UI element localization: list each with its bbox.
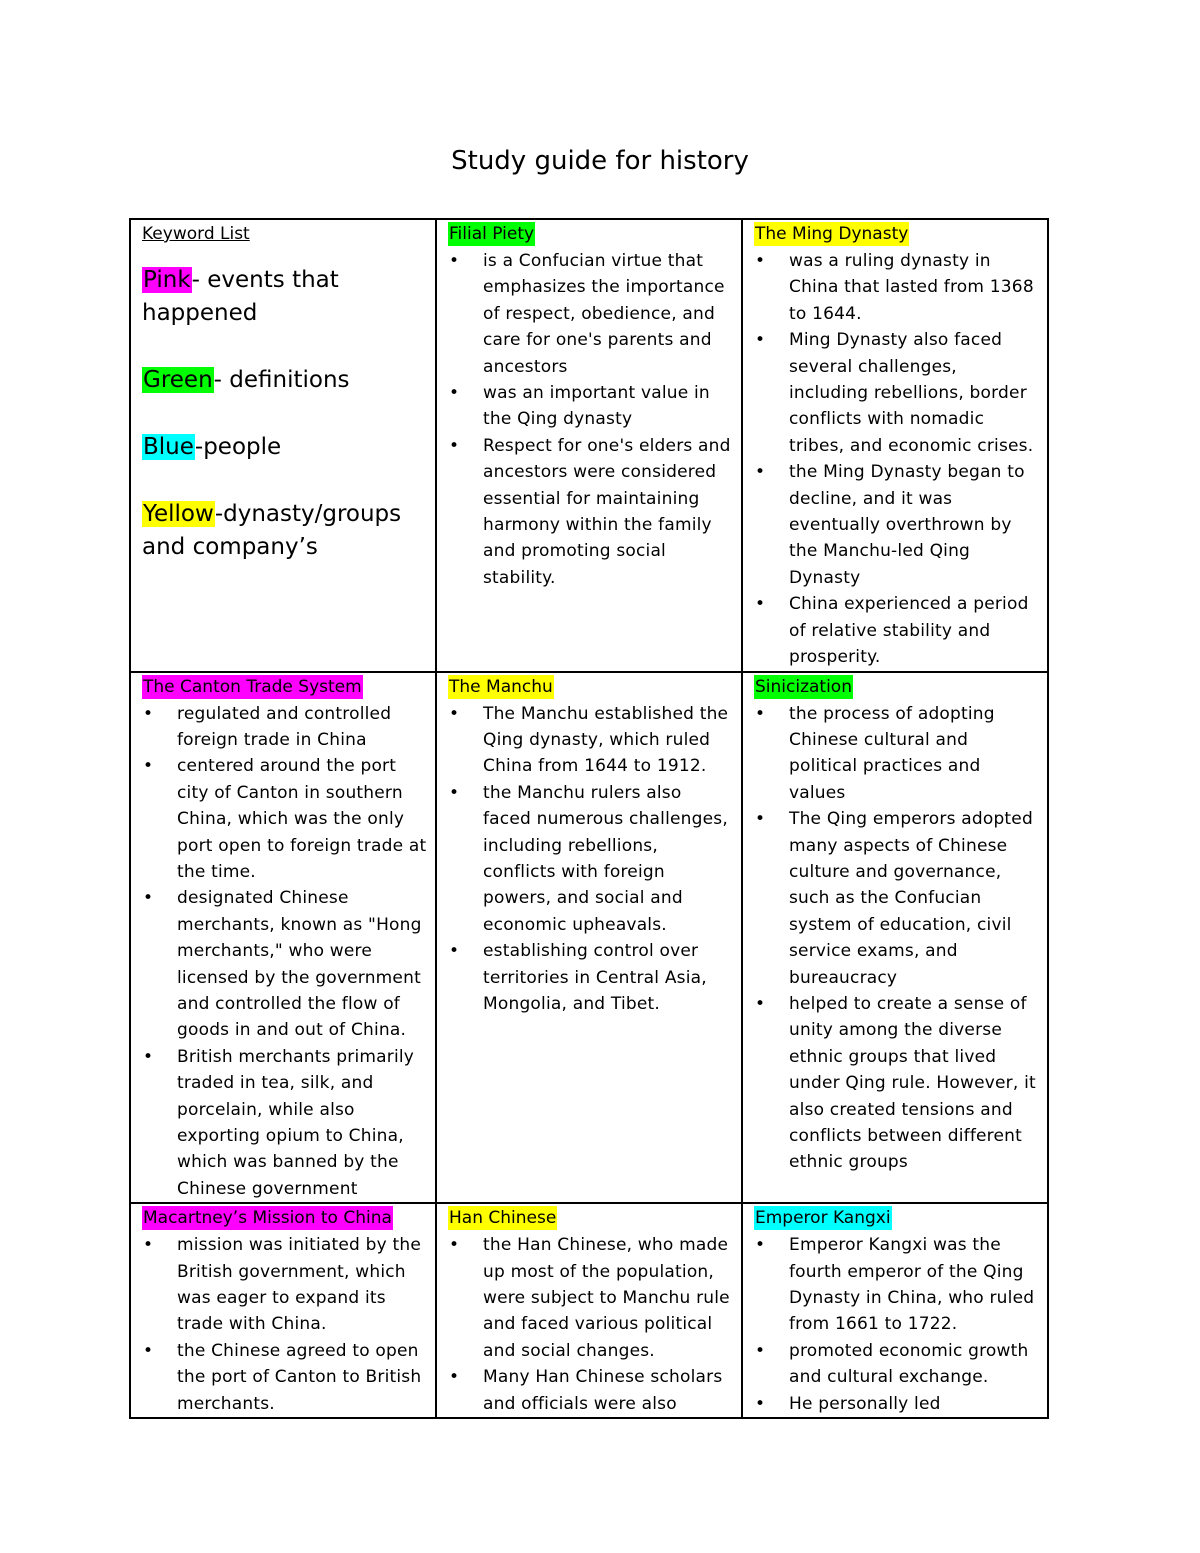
term-cell-macartney-mission <box>130 1203 436 1418</box>
term-heading: The Canton Trade System <box>143 676 362 697</box>
bullet-item: • The Manchu established the Qing dynasty, which ruled China from 1644 to 1912. <box>448 701 735 780</box>
bullet-item: • centered around the port city of Canton in southern China, which was the only port open to foreign trade at the time. <box>142 753 429 885</box>
legend-color-word: Blue <box>143 434 194 460</box>
legend-description: - definitions <box>213 367 350 393</box>
bullet-item: • Respect for one's elders and ancestors were considered essential for maintaining harmony within the family and promoting social stability. <box>448 433 735 591</box>
legend-description: -dynasty/groups and company’s <box>142 501 402 560</box>
keyword-legend-cell <box>130 219 436 672</box>
bullet-list <box>754 701 1041 1176</box>
study-guide-table <box>129 218 1049 1419</box>
bullet-item: • He personally led <box>754 1391 1041 1417</box>
term-cell-sinicization <box>742 672 1048 1204</box>
term-cell-filial-piety <box>436 219 742 672</box>
bullet-item: • the process of adopting Chinese cultural and political practices and values <box>754 701 1041 807</box>
legend-description: - events that happened <box>142 267 339 326</box>
bullet-list <box>754 1232 1041 1417</box>
bullet-item: • is a Confucian virtue that emphasizes the importance of respect, obedience, and care for one's parents and ancestors <box>448 248 735 380</box>
term-cell-canton-trade-system <box>130 672 436 1204</box>
term-heading: Emperor Kangxi <box>755 1208 891 1229</box>
legend-item-yellow <box>142 498 429 564</box>
legend-item-blue <box>142 431 429 464</box>
term-heading: The Manchu <box>449 676 553 697</box>
legend-color-word: Yellow <box>143 501 214 527</box>
bullet-item: • was a ruling dynasty in China that lasted from 1368 to 1644. <box>754 248 1041 327</box>
table-row <box>130 1203 1048 1418</box>
legend-list <box>142 264 429 564</box>
bullet-list <box>142 1232 429 1417</box>
bullet-list <box>448 701 735 1018</box>
term-cell-the-manchu <box>436 672 742 1204</box>
bullet-list <box>754 248 1041 671</box>
bullet-item: • the Manchu rulers also faced numerous challenges, including rebellions, conflicts with foreign powers, and social and economic upheavals. <box>448 780 735 938</box>
term-heading: Macartney’s Mission to China <box>143 1208 392 1229</box>
bullet-item: • the Chinese agreed to open the port of Canton to British merchants. <box>142 1338 429 1417</box>
legend-color-word: Green <box>143 367 213 393</box>
legend-item-pink <box>142 264 429 330</box>
bullet-item: • designated Chinese merchants, known as "Hong merchants," who were licensed by the government and controlled the flow of goods in and out of China. <box>142 885 429 1043</box>
bullet-item: • mission was initiated by the British government, which was eager to expand its trade with China. <box>142 1232 429 1338</box>
term-cell-ming-dynasty <box>742 219 1048 672</box>
legend-item-green <box>142 364 429 397</box>
legend-description: -people <box>194 434 282 460</box>
bullet-item: • Ming Dynasty also faced several challenges, including rebellions, border conflicts with nomadic tribes, and economic crises. <box>754 327 1041 459</box>
page-title: Study guide for history <box>451 146 749 176</box>
term-heading: The Ming Dynasty <box>755 224 909 244</box>
bullet-list <box>142 701 429 1203</box>
bullet-list <box>448 1232 735 1417</box>
bullet-item: • helped to create a sense of unity among the diverse ethnic groups that lived under Qing rule. However, it also created tensions and conflicts between different ethnic groups <box>754 991 1041 1176</box>
bullet-item: • promoted economic growth and cultural exchange. <box>754 1338 1041 1391</box>
bullet-item: • was an important value in the Qing dynasty <box>448 380 735 433</box>
bullet-item: • Many Han Chinese scholars and officials were also <box>448 1364 735 1417</box>
bullet-item: • the Ming Dynasty began to decline, and it was eventually overthrown by the Manchu-led Qing Dynasty <box>754 459 1041 591</box>
bullet-item: • China experienced a period of relative stability and prosperity. <box>754 591 1041 670</box>
bullet-item: • regulated and controlled foreign trade in China <box>142 701 429 754</box>
term-heading: Sinicization <box>755 676 852 697</box>
bullet-item: • establishing control over territories in Central Asia, Mongolia, and Tibet. <box>448 938 735 1017</box>
term-cell-han-chinese <box>436 1203 742 1418</box>
bullet-list <box>448 248 735 591</box>
bullet-item: • The Qing emperors adopted many aspects of Chinese culture and governance, such as the Confucian system of education, civil service exams, and bureaucracy <box>754 806 1041 991</box>
term-heading: Filial Piety <box>449 224 535 244</box>
legend-color-word: Pink <box>143 267 191 293</box>
bullet-item: • Emperor Kangxi was the fourth emperor of the Qing Dynasty in China, who ruled from 1661 to 1722. <box>754 1232 1041 1338</box>
table-row <box>130 219 1048 672</box>
term-heading: Han Chinese <box>449 1208 557 1229</box>
legend-heading: Keyword List <box>142 224 250 244</box>
bullet-item: • British merchants primarily traded in tea, silk, and porcelain, while also exporting opium to China, which was banned by the Chinese government <box>142 1044 429 1202</box>
term-cell-emperor-kangxi <box>742 1203 1048 1418</box>
bullet-item: • the Han Chinese, who made up most of the population, were subject to Manchu rule and faced various political and social changes. <box>448 1232 735 1364</box>
table-row <box>130 672 1048 1204</box>
